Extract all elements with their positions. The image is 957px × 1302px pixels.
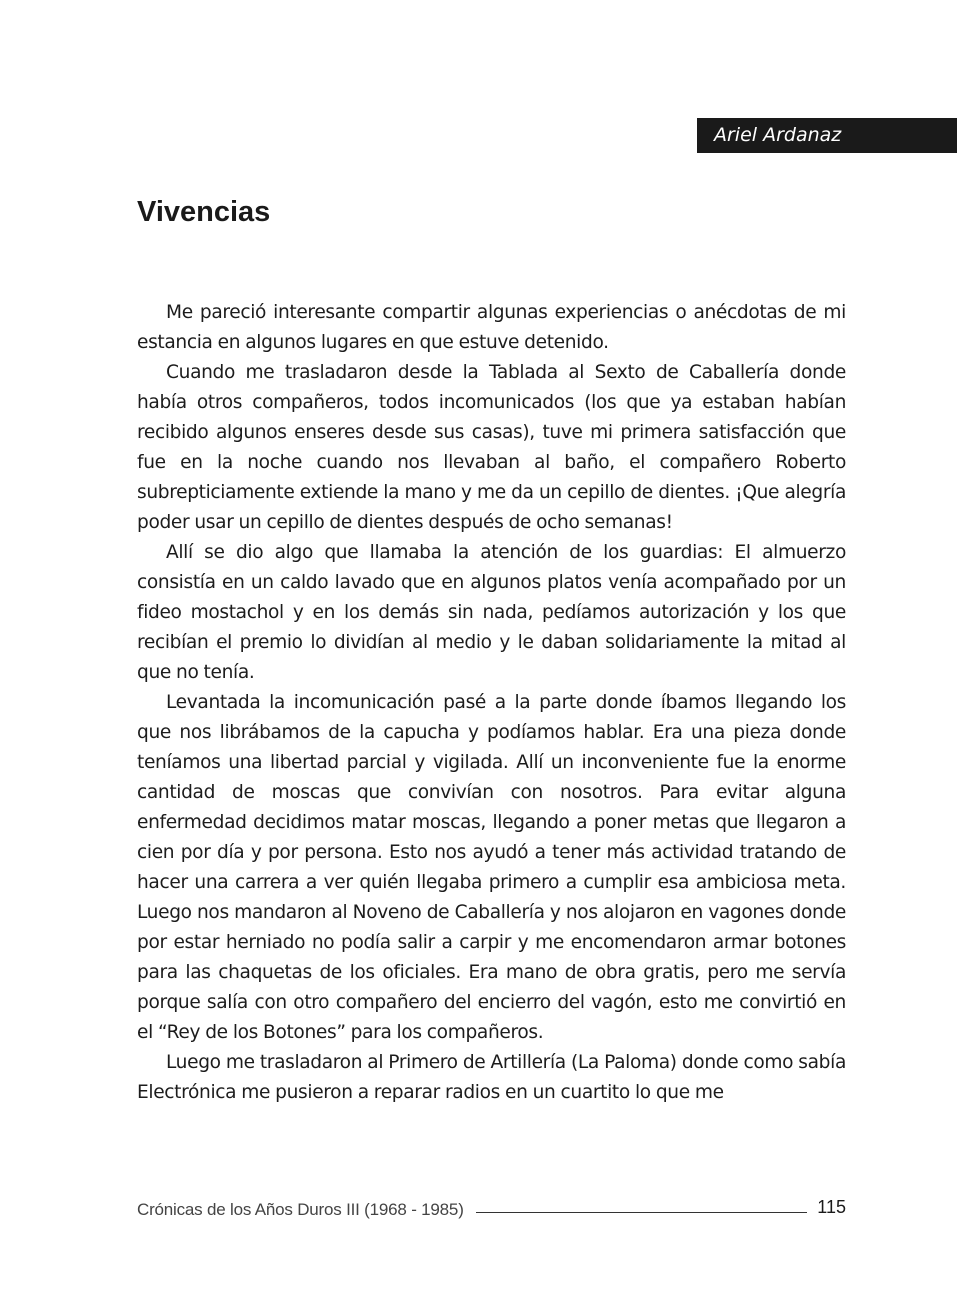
body-text (137, 298, 846, 1108)
author-tag: Ariel Ardanaz (697, 118, 957, 153)
paragraph: Cuando me trasladaron desde la Tablada al Sexto de Caballería donde había otros compañeros, todos incomunicados (los que ya estaban habían recibido algunos enseres desde sus casas), tuve mi primera satisfacción que fue en la noche cuando nos llevaban al baño, el compañero Roberto subrepticiamente extiende la mano y me da un cepillo de dientes. ¡Que alegría poder usar un cepillo de dientes después de ocho semanas! (137, 362, 846, 533)
paragraph: Levantada la incomunicación pasé a la parte donde íbamos llegando los que nos librábamos de la capucha y podíamos hablar. Era una pieza donde teníamos una libertad parcial y vigilada. Allí un inconveniente fue la enorme cantidad de moscas que convivían con nosotros. Para evitar alguna enfermedad decidimos matar moscas, llegando a poner metas que llegaron a cien por día y por persona. Esto nos ayudó a tener más actividad tratando de hacer una carrera a ver quién llegaba primero a cumplir esa ambiciosa meta. Luego nos mandaron al Noveno de Caballería y nos alojaron en vagones donde por estar herniado no podía salir a carpir y me encomendaron armar botones para las chaquetas de los oficiales. Era mano de obra gratis, pero me servía porque salía con otro compañero del encierro del vagón, esto me convirtió en el “Rey de los Botones” para los compañeros. (137, 692, 846, 1043)
page-number: 115 (817, 1196, 846, 1217)
footer-rule (476, 1212, 808, 1213)
paragraph: Me pareció interesante compartir algunas experiencias o anécdotas de mi estancia en algunos lugares en que estuve detenido. (137, 302, 846, 353)
paragraph: Allí se dio algo que llamaba la atención de los guardias: El almuerzo consistía en un caldo lavado que en algunos platos venía acompañado por un fideo mostachol y en los demás sin nada, pedíamos autorización y los que recibían el premio lo dividían al medio y le daban solidariamente la mitad al que no tenía. (137, 542, 846, 683)
book-title: Crónicas de los Años Duros III (1968 - 1985) (137, 1200, 464, 1219)
chapter-title: Vivencias (137, 196, 271, 228)
paragraph: Luego me trasladaron al Primero de Artillería (La Paloma) donde como sabía Electrónica me pusieron a reparar radios en un cuartito lo que me (137, 1052, 846, 1103)
page-footer (137, 1195, 846, 1225)
